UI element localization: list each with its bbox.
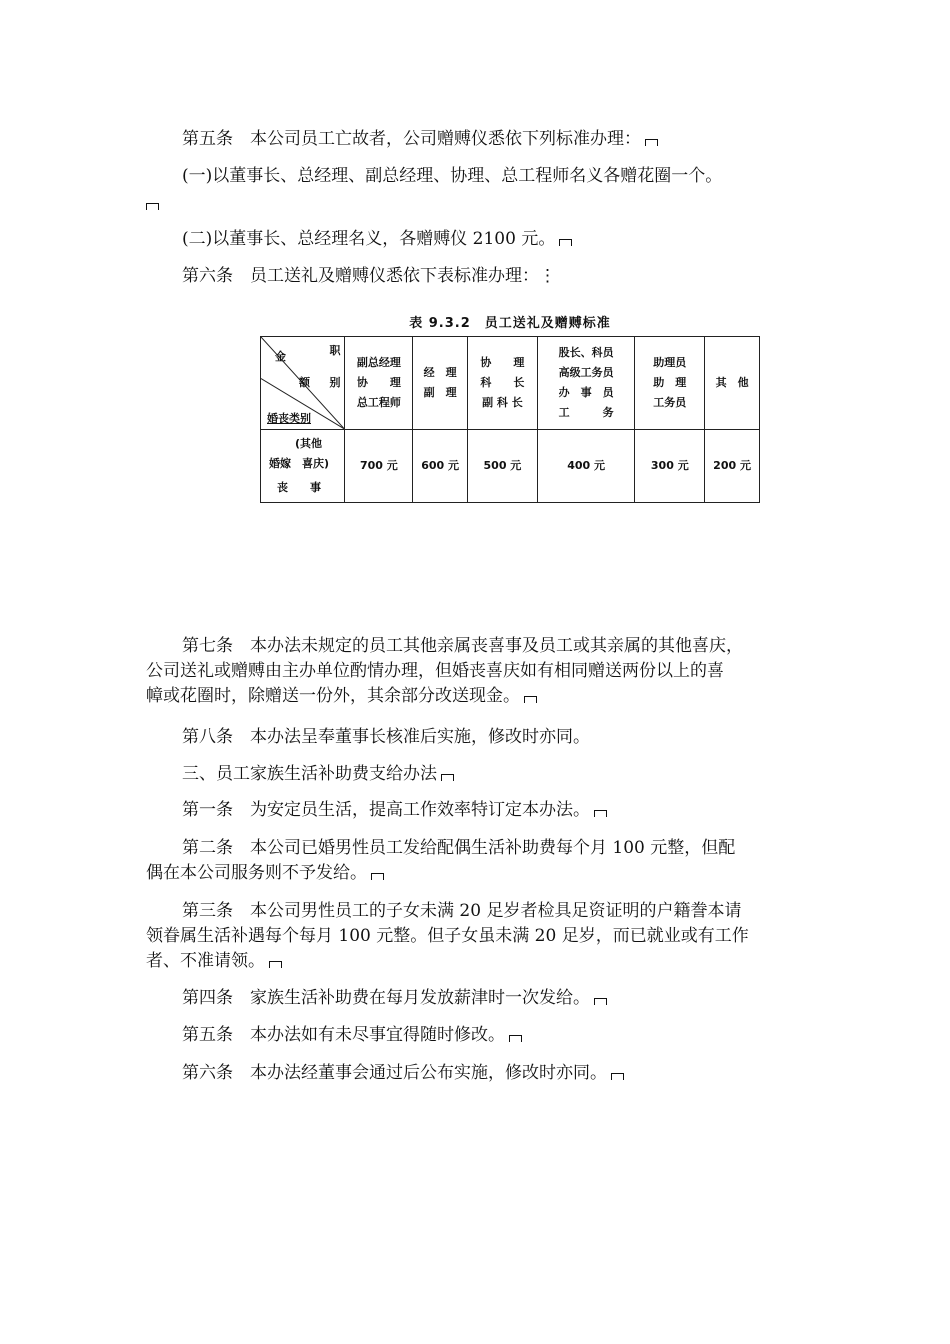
section-3-article-3: 第三条 本公司男性员工的子女未满 20 足岁者检具足资证明的户籍誊本请 领眷属生活补遇每个每月 100 元整。但子女虽未满 20 足岁，而已就业或有工作 者、不准请领。 <box>146 901 749 971</box>
paragraph-mark-icon <box>594 810 607 817</box>
table-cell: 700 元 <box>345 430 413 503</box>
article-8: 第八条 本办法呈奉董事长核准后实施，修改时亦同。 <box>182 727 590 747</box>
paragraph-mark-icon <box>269 961 282 968</box>
column-header: 其 他 <box>705 337 760 430</box>
paragraph-mark-icon <box>524 696 537 703</box>
table-cell: 600 元 <box>413 430 468 503</box>
section-3-article-5: 第五条 本办法如有未尽事宜得随时修改。 <box>146 1023 810 1048</box>
column-header: 协 理 科 长 副 科 长 <box>468 337 538 430</box>
table-header-row <box>261 337 760 430</box>
section-3-article-2: 第二条 本公司已婚男性员工发给配偶生活补助费每个月 100 元整，但配 偶在本公司服务则不予发给。 <box>146 838 736 883</box>
column-header: 股长、科员 高级工务员 办 事 员 工 务 <box>537 337 635 430</box>
corner-label-e: 额 <box>299 376 310 389</box>
corner-label-zhi: 职 <box>329 344 341 357</box>
corner-label-jin: 金 <box>275 350 286 363</box>
table-row <box>261 430 760 503</box>
paragraph-mark-icon <box>594 998 607 1005</box>
corner-label-type: 婚丧类别 <box>267 412 311 425</box>
corner-label-bie: 别 <box>329 376 341 389</box>
paragraph-mark-icon <box>146 203 159 210</box>
column-header: 助理员 助 理 工务员 <box>635 337 705 430</box>
section-3-article-6: 第六条 本办法经董事会通过后公布实施，修改时亦同。 <box>146 1061 810 1086</box>
table-corner-cell <box>261 337 345 430</box>
article-5-funeral: 第五条 本公司员工亡故者，公司赠赙仪悉依下列标准办理： <box>146 127 810 152</box>
article-5-item-1: (一)以董事长、总经理、副总经理、协理、总工程师名义各赠花圈一个。 <box>182 166 723 186</box>
paragraph-mark-icon <box>611 1073 624 1080</box>
gift-standard-table <box>260 336 760 503</box>
column-header: 经 理 副 理 <box>413 337 468 430</box>
article-6-gifts: 第六条 员工送礼及赠赙仪悉依下表标准办理：⋮ <box>182 266 556 286</box>
row-header-cell: (其他 婚嫁 喜庆) 丧 事 <box>261 430 345 503</box>
column-header: 副总经理 协 理 总工程师 <box>345 337 413 430</box>
paragraph-mark-icon <box>371 873 384 880</box>
table-cell: 200 元 <box>705 430 760 503</box>
table-caption: 表 9.3.2 员工送礼及赠赙标准 <box>409 316 611 331</box>
table-cell: 400 元 <box>537 430 635 503</box>
section-3-heading: 三、员工家族生活补助费支给办法 <box>146 762 810 787</box>
section-3-article-1: 第一条 为安定员生活，提高工作效率特订定本办法。 <box>146 798 810 823</box>
paragraph-mark-icon <box>559 239 572 246</box>
paragraph-mark-icon <box>509 1035 522 1042</box>
paragraph-mark-icon <box>441 774 454 781</box>
paragraph-mark-icon <box>645 139 658 146</box>
section-3-article-4: 第四条 家族生活补助费在每月发放薪津时一次发给。 <box>146 986 810 1011</box>
article-5-item-2: (二)以董事长、总经理名义，各赠赙仪 2100 元。 <box>146 227 810 252</box>
article-7: 第七条 本办法未规定的员工其他亲属丧喜事及员工或其亲属的其他喜庆， 公司送礼或赠赙由主办单位酌情办理，但婚丧喜庆如有相同赠送两份以上的喜 幛或花圈时，除赠送一份外，其余部分改送现金。 <box>146 636 743 706</box>
table-cell: 500 元 <box>468 430 538 503</box>
table-cell: 300 元 <box>635 430 705 503</box>
